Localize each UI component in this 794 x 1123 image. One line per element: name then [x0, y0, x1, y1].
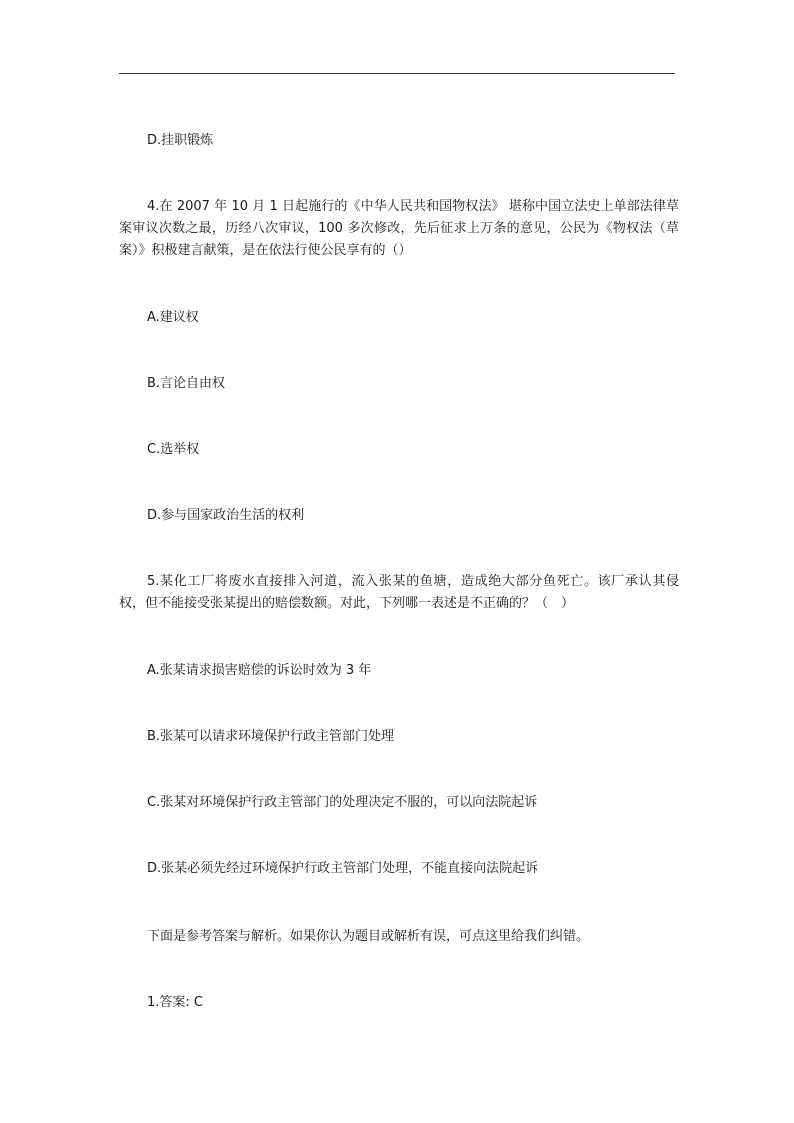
answer-1: 1.答案: C — [147, 995, 203, 1010]
q4-option-c: C.选举权 — [147, 442, 200, 457]
q5-option-b: B.张某可以请求环境保护行政主管部门处理 — [147, 729, 395, 744]
q4-option-d: D.参与国家政治生活的权利 — [147, 508, 305, 523]
q5-option-c: C.张某对环境保护行政主管部门的处理决定不服的，可以向法院起诉 — [147, 795, 538, 810]
q5-option-d: D.张某必须先经过环境保护行政主管部门处理，不能直接向法院起诉 — [147, 861, 539, 876]
q5-option-a: A.张某请求损害赔偿的诉讼时效为 3 年 — [147, 663, 372, 678]
q3-option-d: D.挂职锻炼 — [147, 133, 214, 148]
answers-intro: 下面是参考答案与解析。如果你认为题目或解析有误，可点这里给我们纠错。 — [147, 929, 590, 944]
q4-option-a: A.建议权 — [147, 310, 199, 325]
q4-stem: 4.在 2007 年 10 月 1 日起施行的《中华人民共和国物权法》 堪称中国立法史上单部法律草案审议次数之最，历经八次审议，100 多次修改，先后征求上万条的意见，公民为《物权法（草案）》积极建言献策，是在依法行使公民享有的（） — [119, 199, 679, 258]
q4-option-b: B.言论自由权 — [147, 376, 226, 391]
header-rule — [119, 73, 675, 74]
q5-stem: 5.某化工厂将废水直接排入河道，流入张某的鱼塘，造成绝大部分鱼死亡。该厂承认其侵权，但不能接受张某提出的赔偿数额。对此，下列哪一表述是不正确的？（ ） — [119, 574, 679, 611]
